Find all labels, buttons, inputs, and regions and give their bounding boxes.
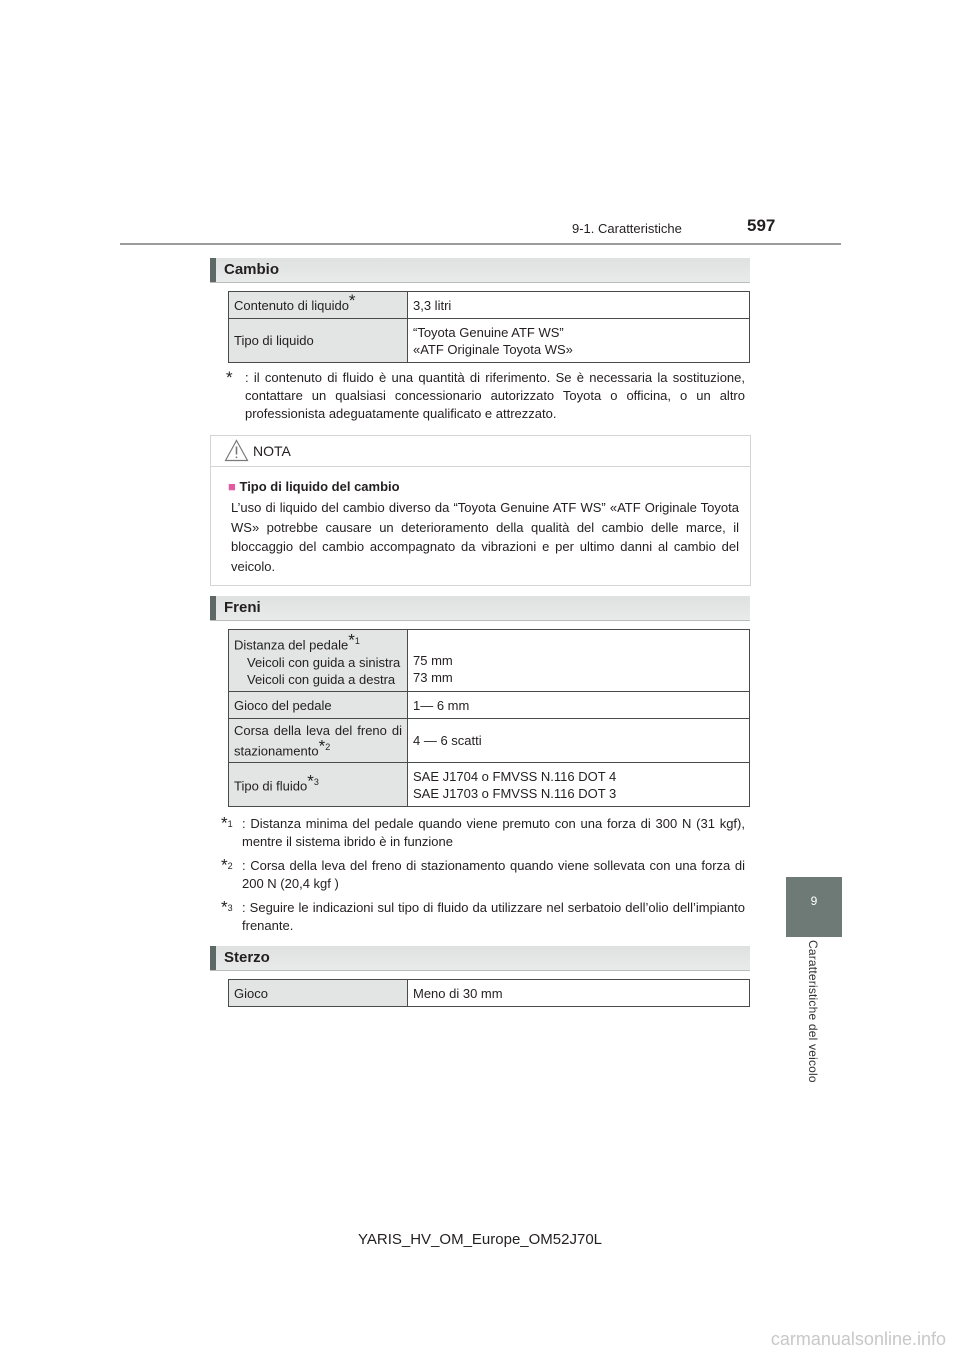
spec-table-cambio (228, 291, 750, 363)
chapter-number: 9 (810, 894, 818, 908)
table-value-cell: Meno di 30 mm (408, 980, 750, 1007)
footnote-freni-2 (221, 857, 745, 893)
footnote-freni-3 (221, 899, 745, 935)
table-row (229, 319, 750, 363)
nota-header (211, 436, 750, 467)
section-title: Freni (224, 599, 261, 616)
footnote-mark: *$^2$ (221, 855, 233, 875)
footer-doc-code: YARIS_HV_OM_Europe_OM52J70L (357, 1231, 602, 1248)
footnote-text: : Seguire le indicazioni sul tipo di fluido da utilizzare nel serbatoio dell’olio dell’impianto frenante. (242, 900, 745, 933)
chapter-tab (786, 877, 842, 937)
section-header-bar (210, 258, 216, 282)
footnote-cambio: * : il contenuto di fluido è una quantità di riferimento. Se è necessaria la sostituzione, contattare un qualsiasi concessionario autorizzato Toyota o officina, o un altro professionista adeguatamente qualificato e attrezzato. (226, 368, 745, 421)
page-number: 597 (747, 216, 776, 235)
section-header-cambio (210, 258, 750, 283)
table-key-cell: Tipo di liquido (229, 319, 408, 363)
section-header-sterzo (210, 946, 750, 971)
table-key-cell: Gioco del pedale (229, 692, 408, 719)
section-title: Cambio (224, 261, 280, 278)
table-key-cell: Corsa della leva del freno di stazionamento*$^2$ (229, 719, 408, 763)
table-row (229, 630, 750, 692)
section-header-freni (210, 596, 750, 621)
footnote-freni-1 (221, 815, 745, 851)
table-row (229, 292, 750, 319)
nota-title: NOTA (253, 443, 291, 459)
section-header-bar (210, 596, 216, 620)
nota-body: L’uso di liquido del cambio diverso da “Toyota Genuine ATF WS” «ATF Originale Toyota WS» potrebbe causare un deterioramento della qualità del cambio delle marce, il bloccaggio del cambio accompagnato da vibrazioni e per ultimo danni al cambio del veicolo. (231, 500, 739, 574)
section-title: Sterzo (224, 949, 270, 966)
table-row (229, 719, 750, 763)
table-value-cell: 1— 6 mm (408, 692, 750, 719)
nota-box (210, 435, 751, 586)
spec-table-freni (228, 629, 750, 807)
table-value-cell: SAE J1704 o FMVSS N.116 DOT 4 SAE J1703 o FMVSS N.116 DOT 3 (408, 763, 750, 807)
spec-table-sterzo (228, 979, 750, 1007)
table-value-cell: 4 — 6 scatti (408, 719, 750, 763)
table-row (229, 692, 750, 719)
table-row (229, 980, 750, 1007)
table-value-cell: “Toyota Genuine ATF WS” «ATF Originale Toyota WS» (408, 319, 750, 363)
table-row (229, 763, 750, 807)
nota-subheading: ■ Tipo di liquido del cambio (228, 479, 400, 494)
table-value-cell: 75 mm 73 mm (408, 630, 750, 692)
footnote-text: : Distanza minima del pedale quando viene premuto con una forza di 300 N (31 kgf), mentre il sistema ibrido è in funzione (242, 816, 745, 849)
footnote-text: : il contenuto di fluido è una quantità di riferimento. Se è necessaria la sostituzione, contattare un qualsiasi concessionario autorizzato Toyota o officina, o un altro professionista adeguatamente qualificato e attrezzato. (245, 370, 745, 421)
footnote-text: : Corsa della leva del freno di stazionamento quando viene sollevata con una forza di 200 N (20,4 kgf ) (242, 858, 745, 891)
chapter-tab-label: Caratteristiche del veicolo (806, 940, 820, 1083)
table-key-cell: Gioco (229, 980, 408, 1007)
table-key-cell: Distanza del pedale*$^1$ Veicoli con guida a sinistra Veicoli con guida a destra (229, 630, 408, 692)
header-section-title: 9-1. Caratteristiche (572, 221, 682, 236)
table-value-cell: 3,3 litri (408, 292, 750, 319)
footnote-mark: *$^3$ (221, 897, 233, 917)
warning-triangle-icon (224, 439, 249, 462)
section-header-bar (210, 946, 216, 970)
table-key-cell: Contenuto di liquido* (229, 292, 408, 319)
watermark: carmanualsonline.info (770, 1329, 946, 1349)
header-divider (120, 243, 841, 245)
footnote-mark: *$^1$ (221, 813, 233, 833)
pink-square-bullet-icon: ■ (228, 479, 236, 494)
table-key-cell: Tipo di fluido*$^3$ (229, 763, 408, 807)
